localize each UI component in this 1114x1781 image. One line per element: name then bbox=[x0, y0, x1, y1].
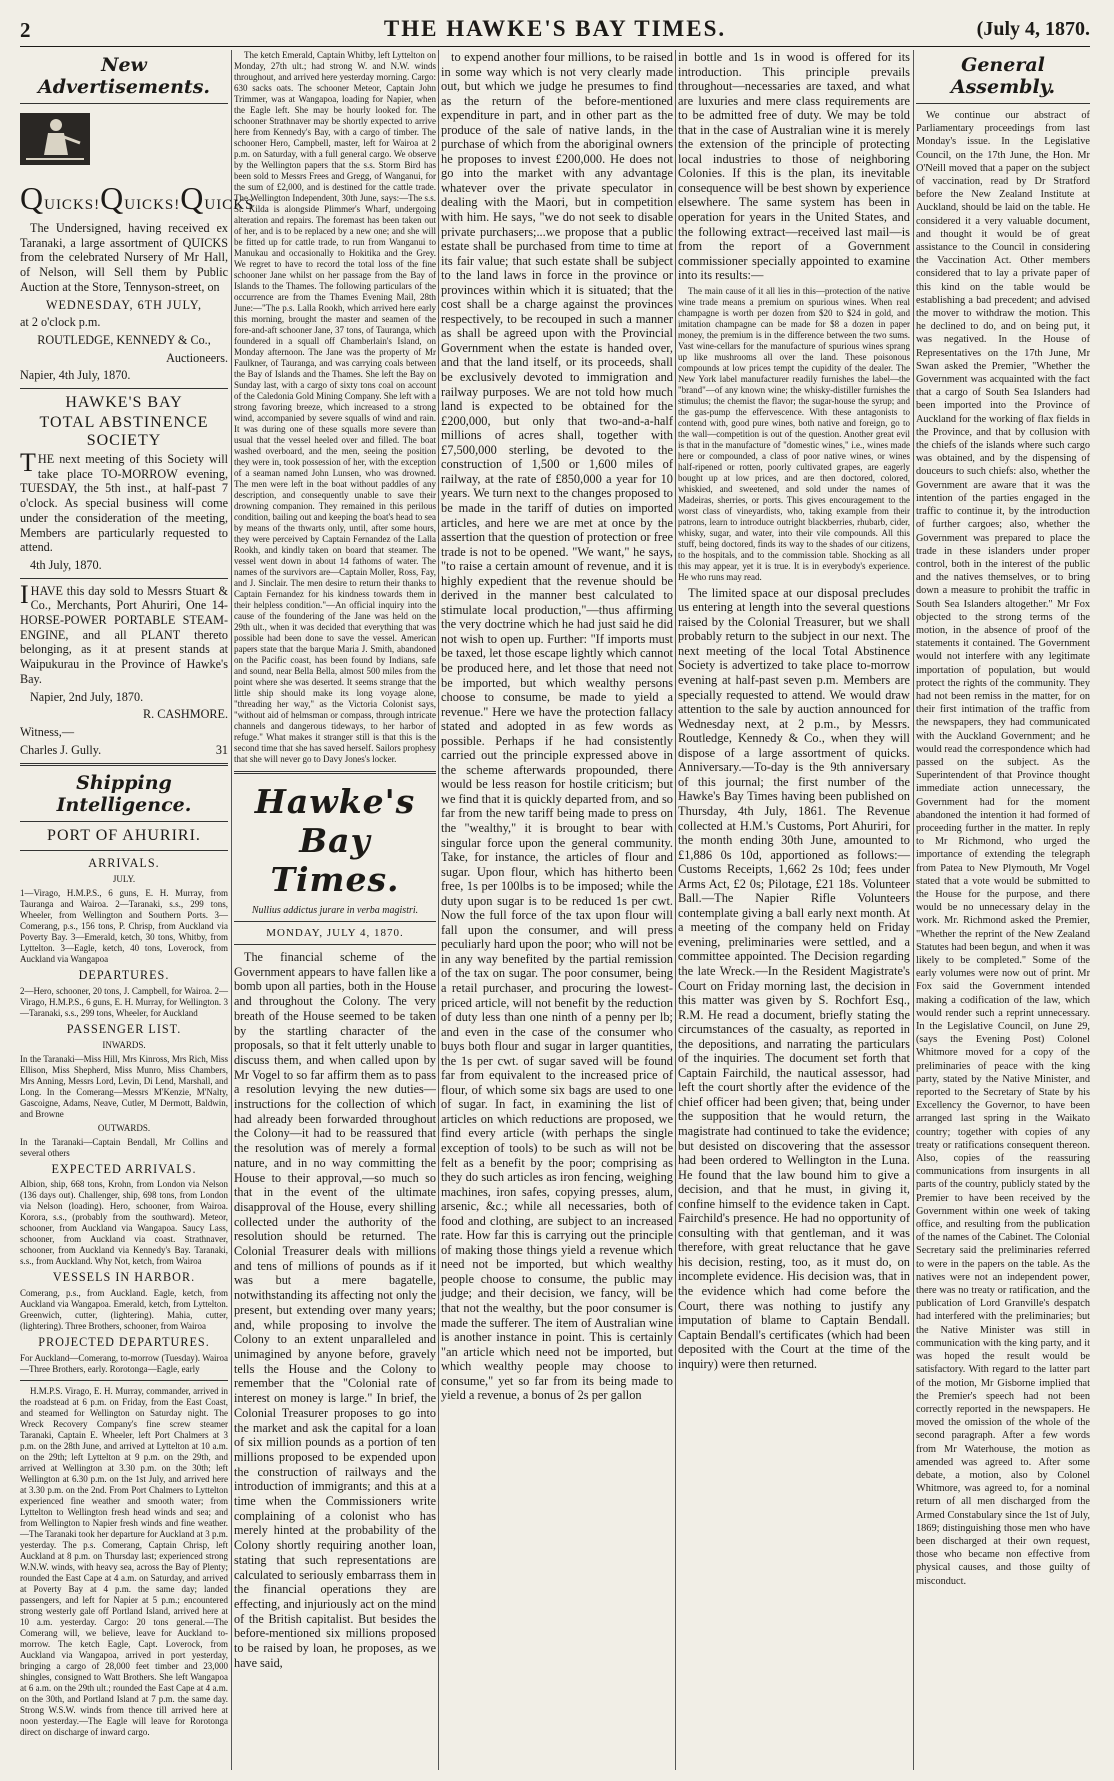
quicks-word: QUICKS! bbox=[100, 180, 181, 216]
projected-list: For Auckland—Comerang, to-morrow (Tuesday). Wairoa—Three Brothers, early. Rorotonga—Eagle, early bbox=[20, 1352, 228, 1374]
column-advertisements bbox=[20, 50, 255, 1770]
outwards-list: In the Taranaki—Captain Bendall, Mr Collins and several others bbox=[20, 1136, 228, 1158]
masthead-motto: Nullius addictus jurare in verba magistri. bbox=[251, 905, 419, 916]
departures-heading: DEPARTURES. bbox=[78, 968, 170, 983]
column-shipping-news bbox=[234, 50, 436, 1770]
departures-list: 2—Hero, schooner, 20 tons, J. Campbell, for Wairoa. 2—Virago, H.M.P.S., 6 guns, E. H. Murray, for Wellington. 3—Taranaki, s.s., 299 tons, Wheeler, for Auckland bbox=[20, 985, 228, 1018]
divider bbox=[20, 388, 228, 389]
sower-woodcut-icon bbox=[20, 113, 90, 165]
column-divider bbox=[675, 50, 676, 1770]
quicks-ad-text: The Undersigned, having received ex Taranaki, a large assortment of QUICKS from the celebrated Nursery of Mr Hall, of Nelson, will Sell them by Public Auction at the Store, Tennyson-street, on bbox=[20, 221, 228, 294]
header-rule bbox=[20, 46, 1090, 47]
quicks-ad-time: at 2 o'clock p.m. bbox=[20, 315, 101, 330]
passenger-heading: PASSENGER LIST. bbox=[66, 1021, 182, 1036]
local-news-text: The limited space at our disposal precludes us entering at length into the several questions raised by the Colonial Treasurer, but we shall probably return to the subject in our next. The next meeting of the local Total Abstinence Society is advertized to take place to-morrow evening at half-past seven p.m. Members are specially requested to attend. We would draw attention to the sale by auction announced for Wednesday next, at 2 p.m., by Messrs. Routledge, Kennedy & Co., when they will dispose of a large assortment of quicks. Anniversary.—To-day is the 9th anniversary of this journal; the first number of the Hawke's Bay Times having been published on Thursday, 4th July, 1861. The Revenue collected at H.M.'s Customs, Port Ahuriri, for the month ending 30th June, amounted to £1,886 0s 10d, apportioned as follows:—Customs Receipts, 1,662 2s 10d; fees under Arms Act, £2 0s; Pilotage, £21 18s. Volunteer Ball.—The Napier Rifle Volunteers contemplate giving a ball early next month. At a meeting of the company held on Friday evening, preliminaries were settled, and a committee appointed. The Decision regarding the late Wreck.—In the Resident Magistrate's Court on Friday morning last, the decision in this matter was given by S. Rochfort Esq., R.M. He read a document, briefly stating the circumstances of the casualty, as reported in the depositions, and narrating the particulars of the inquiries. The document set forth that Captain Fairchild, the nautical assessor, had left the court shortly after the evidence of the chief officer had been given; that, being under the supposition that he would return, the magistrate had continued to take the evidence; but desisted on discovering that the assessor had been ordered to Wellington in the Luna. He found that the law bound him to give a decision, and that he must, in giving it, confine himself to the evidence taken in Capt. Fairchild's presence. He had no opportunity of consulting with that gentleman, and it was therefore, with great reluctance that he gave his decision, resting, too, as it must do, on incomplete evidence. His decision was, that in the evidence which had come before the Court, there was nothing to justify any imputation of blame to Captain Bendall. Captain Bendall's certificates (which had been deposited with the Court at the time of the inquiry) were then returned. bbox=[678, 585, 910, 1371]
projected-heading: PROJECTED DEPARTURES. bbox=[38, 1334, 210, 1349]
harbor-list: Comerang, p.s., from Auckland. Eagle, ketch, from Auckland via Wangapoa. Emerald, ketch, from Lyttelton. Greenwich, cutter, (lightering). Mahia, cutter, (lightering). Three Brothers, schooner, from Wairoa bbox=[20, 1287, 228, 1331]
society-notice-date: 4th July, 1870. bbox=[30, 557, 102, 572]
divider bbox=[20, 763, 228, 766]
divider bbox=[234, 944, 436, 945]
wine-report-extract: The main cause of it all lies in this—protection of the native wine trade means a premium on spurious wines. When real champagne is worth per dozen from $20 to $24 in gold, and imitation champagne can be made for $8 a dozen in paper money, the premium is in the difference between the two sums. Vast wine-cellars for the manufacture of spurious wines sprang up like mushrooms all over the land. These poisonous compounds at low prices tempt the cupidity of the dealer. The New York label manufacturer readily furnishes the label—the "brand"—of any known wine; the whisky-distiller furnishes the stimulus; the chemist the flavor; the sugar-house the syrup; and the gas-pump the effervescence. With these antagonists to contend with, good pure wines, both native and foreign, go to the wall—competition is out of the question. Another great evil is that in the manufacture of "domestic wines," i.e., wines made here or compounded, a class of poor native wines, or wines half-ripened or rotten, poorly cultivated grapes, are eagerly bought up at low prices, and are then doctored, colored, whiskied, and sweetened, and sold under the names of Madeiras, sherries, or ports. This gives encouragement to the worst class of vineyardists, who, taking example from their patrons, learn to introduce outright blackberries, rhubarb, cider, whisky, sugar, and water, into their vile compounds. All this stuff, being doctored, finds its way to the shades of our citizens, to the hospitals, and to the commission table. Shocking as all this may appear, yet it is true. It is in everybody's experience. He who runs may read. bbox=[678, 285, 910, 582]
month-label: JULY. bbox=[112, 874, 136, 885]
assembly-text: We continue our abstract of Parliamentary proceedings from last Monday's issue. In the Legislative Council, on the 17th June, the Hon. Mr O'Neill moved that a paper on the subject of vaccination, read by Dr Stratford before the New Zealand Institute at Auckland, should be laid on the table. He considered it a very valuable document, and thought it would be of great assistance to the Council in considering the Vaccination Act. Other members considered that to lay a private paper of this kind on the table would be establishing a bad precedent; and advised the mover to withdraw the motion. This he declined to do, and on being put, it was negatived. In the House of Representatives on the 17th June, Mr Swan asked the Premier, "Whether the Government was acquainted with the fact that a cargo of South Sea Islanders had been imported into the Province of Auckland for the working of flax fields in the Province, and that by collusion with the chiefs of the islands where such cargo was obtained, and by the dispensing of douceurs to such chiefs: also, whether the Government are aware that it was the intention of the parties engaged in the traffic to continue it, by the introduction of further cargoes; also, whether the Government was prepared to place the trade in these islanders under proper control, both in the interest of the public and the natives themselves, or to bring down a measure to prohibit the traffic in South Sea Islanders altogether." Mr Fox objected to the strong terms of the motion, in the absence of proof of the statements it contained. The Government would not interfere with any legitimate importation of population, but would protect the rights of the community. They had not been remiss in the matter, for on their first intimation of the traffic from the newspapers, they had communicated with the Auckland Government; and he would read the correspondence which had passed on the subject. As the Superintendent of that Province thought immediate action unnecessary, the Government had for the moment abandoned the intention it had formed of proceeding further in the matter. In reply to Mr Richmond, who urged the importance of extending the telegraph from Patea to New Plymouth, Mr Vogel stated that a vote would be submitted to the House for the purpose, and there would be no unnecessary delay in the work. Mr. Richmond asked the Premier, "Whether the reprint of the New Zealand Statutes had been begun, and when it was likely to be completed." Some of the early volumes were now out of print. Mr Fox said the Government intended making a codification of the law, which would render such a reprint unnecessary. In the Legislative Council, on June 29, (says the Evening Post) Colonel Whitmore moved for a copy of the preliminaries of peace with the king party, stated by the Native Minister, and reported to the Secretary of State by his Excellency the Governor, to have been arranged last spring in the Waikato country; together with copies of any treaty or ratifications consequent thereon. Also, copies of the reassuring communications from insurgents in all parts of the country, publicly stated by the Premier to have been received by the Government within one week of taking office, and resulting from the publication of the names of the Cabinet. The Colonial Secretary said the preliminaries referred to were in the papers on the table. As the natives were not an independent power, there was no treaty or ratification, and the publication of Lord Granville's despatch had interfered with the preliminaries; but the Native Minister was still in communication with the king party, and it was hoped the result would be satisfactory. With regard to the latter part of the motion, Mr Gisborne implied that the Premier's speech had not been correctly reported in the newspapers. He moved the omission of the whole of the second paragraph. After a few words from Mr Waterhouse, the motion as amended was agreed to. After some debate, a motion, also by Colonel Whitmore, was agreed to, for a nominal return of all men discharged from the Armed Constabulary since the 1st of July, 1869; distinguishing those men who have been discharged at their own request, those who became non effective from physical causes, and those guilty of misconduct. bbox=[916, 110, 1090, 1587]
auctioneer-role: Auctioneers. bbox=[166, 350, 228, 365]
quicks-word: QUICKS bbox=[180, 180, 255, 216]
column-local-news bbox=[678, 50, 910, 1770]
editorial-text: The financial scheme of the Government appears to have fallen like a bomb upon all parties, both in the House and throughout the Colony. The very breath of the House seemed to be taken by the startling character of the proposals, so that it felt utterly unable to discuss them, and when called upon by Mr Vogel to so far affirm them as to pass a resolution levying the new duties—instructions for the collection of which had already been forwarded throughout the Colony—it had to be reassured that the resolution was of merely a formal nature, and in no way committing the House to their approval,—so much so that in the event of the ultimate disapproval of the House, every shilling collected under the authority of the resolution should be returned. The Colonial Treasurer deals with millions and tens of millions of pounds as if it was but a mere bagatelle, notwithstanding its affecting not only the present, but extending over many years; and, while proposing to involve the Colony to an extent unparalleled and unimagined by anyone before, gravely tells the House and the Colony to remember that the "Colonial rate of interest on money is large." In brief, the Colonial Treasurer proposes to go into the market and ask the capital for a loan of six million pounds as a portion of ten millions proposed to be expended upon the construction of railways and the introduction of immigrants; and this at a time when the Commissioners write complaining of a colonist who has merely hinted at the probability of the Colony shortly requiring another loan, stating that such representations are calculated to seriously embarrass them in the financial operations they are effecting, and injuriously act on the mind of the British capitalist. But besides the before-mentioned six millions proposed to be raised by loan, he proposes, as we have said, bbox=[234, 950, 436, 1670]
inwards-list: In the Taranaki—Miss Hill, Mrs Kinross, Mrs Rich, Miss Ellison, Miss Shepherd, Miss Munro, Miss Chambers, Mrs Anning, Messrs Lord, Levin, Di Lend, Marshall, and Long. In the Comerang—Messrs M'Kenzie, M'Nalty, Gascoigne, Adams, Neave, Cutler, M Dermott, Baldwin, and Browne bbox=[20, 1053, 228, 1119]
expected-heading: EXPECTED ARRIVALS. bbox=[51, 1161, 197, 1176]
arrivals-heading: ARRIVALS. bbox=[88, 856, 160, 871]
section-heading-shipping: Shipping Intelligence. bbox=[56, 772, 192, 817]
divider bbox=[916, 103, 1090, 104]
witness-name: Charles J. Gully. bbox=[20, 742, 102, 757]
page-number: 2 bbox=[20, 18, 31, 42]
newspaper-title: THE HAWKE'S BAY TIMES. bbox=[383, 16, 727, 41]
expected-list: Albion, ship, 668 tons, Krohn, from London via Nelson (136 days out). Challenger, ship, 698 tons, from London via Nelson (loading). Hero, schooner, from Wairoa. Korora, s.s., (probably from the southward). Meteor, schooner, from Auckland via Wangapoa. Saucy Lass, schooner, from Auckland via coast. Strathnaver, schooner, from Auckland via Kennedy's Bay. Taranaki, s.s., from Auckland. Why Not, ketch, from Wairoa bbox=[20, 1179, 228, 1267]
ad-number: 31 bbox=[215, 742, 228, 757]
port-heading: PORT OF AHURIRI. bbox=[47, 827, 201, 845]
column-divider bbox=[231, 50, 232, 1770]
masthead: Hawke's Bay Times. bbox=[254, 782, 416, 899]
sale-notice-signature: R. CASHMORE. bbox=[143, 707, 228, 722]
quicks-word: QUICKS! bbox=[20, 180, 101, 216]
inwards-heading: INWARDS. bbox=[102, 1039, 146, 1050]
divider bbox=[20, 850, 228, 851]
editorial-dateline: MONDAY, JULY 4, 1870. bbox=[266, 927, 404, 939]
column-general-assembly bbox=[916, 50, 1090, 1770]
harbor-heading: VESSELS IN HARBOR. bbox=[52, 1270, 196, 1285]
section-heading-advertisements: New Advertisements. bbox=[37, 54, 211, 98]
shipping-news-text: H.M.P.S. Virago, E. H. Murray, commander, arrived in the roadstead at 6 p.m. on Friday, from the East Coast, and steamed for Wellington on Saturday night. The Wreck Recovery Company's fine screw steamer Taranaki, Captain E. Wheeler, left Port Chalmers at 3 p.m. on the 28th June, and arrived at Lyttelton at 10 a.m. on the 29th; left Lyttelton at 9 p.m. on the 29th, and arrived at Wellington at 3.30 p.m. on the 30th; left Wellington at 6.30 p.m. on the 1st July, and arrived here at 3.30 p.m. on the 2nd. From Port Chalmers to Lyttelton experienced fine weather and smooth water; from Lyttelton to Wellington fresh head winds and sea; and from Wellington to Napier fresh winds and fine weather.—The Taranaki took her departure for Auckland at 3 p.m. yesterday. The p.s. Comerang, Captain Chrisp, left Auckland at 8 p.m. on Thursday last; experienced strong W.N.W. winds, with heavy sea, across the Bay of Plenty; rounded the East Cape at 4 a.m. on Saturday, and arrived at Poverty Bay at 4 p.m. the same day; landed passengers, and left for Napier at 5 p.m.; encountered strong westerly gale off Portland Island, arrived here at 10 a.m. yesterday. Cargo: 20 tons general.—The Comerang will, we believe, leave for Auckland to-morrow. The ketch Eagle, Capt. Loverock, from Auckland via Wangapoa, arrived in port yesterday, bringing a cargo of 28,000 feet timber and 23,000 shingles, consigned to Watt Brothers. She left Wangapoa at 6 a.m. on the 29th ult.; rounded the East Cape at 4 a.m. on the 30th, and Portland Island at 7 p.m. the same day. Strong W.S.W. winds from thence till arrived here at noon yesterday.—The Eagle will leave for Rorotonga direct on discharge of inward cargo. bbox=[20, 1385, 228, 1737]
editorial-continued: to expend another four millions, to be raised in some way which is not very clearly made out, but which we judge he presumes to find as the return of the before-mentioned expenditure in part, and in other part as the produce of the sale of native lands, in the purchase of which from the aboriginal owners he proposes to invest £200,000. He does not go into the market with any advantage whatever over the private speculator in dealing with the Maori, but in competition with him. He says, "we do not seek to disable private purchasers;...we propose that a public estate shall be purchased from time to time at its fair value; that such estate shall be subject to the land laws in force in the province or provinces within which it is situated; that the cost shall be a charge against the provinces respectively, to be recouped in such a manner as shall be agreed upon with the Provincial Government when the estate is handed over, and that the land itself, or its proceeds, shall be exclusively devoted to immigration and railway purposes. We are not told how much land is expected to be obtained for the £200,000, but only that two-and-a-half millions of acres shall, together with £7,500,000 sterling, be devoted to the construction of 1,500 or 1,600 miles of railway, at the rate of £850,000 a year for 10 years. We turn next to the changes proposed to be made in the tariff of duties on imported articles, and here we are met at once by the assertion that the question of protection or free trade is not to be opened. "We want," he says, "to raise a certain amount of revenue, and it is highly expedient that the revenue should be derived in the manner best calculated to stimulate local production,"—thus affirming the very doctrine which he had just said he did not wish to open up. Further: "If imports must be taxed, let those escape lightly which cannot be produced here, and let those that need not be imported, but which wealthy persons choose to consume, be made to yield a revenue." Here we have the protection fallacy stated and adopted in as few words as possible. Perhaps if he had consistently carried out the principle expressed above in the scheme afterwards propounded, there would be less reason for hostile criticism; but we find that it is quickly departed from, and so far from the new tariff being made to press on the "wealthy," it is brought to bear with singular force upon the general community. Take, for instance, the articles of flour and sugar. Upon flour, which has hitherto been free, 1s per 100lbs is to be imposed; while the duty upon sugar is to be reduced 1s per cwt. Now the full force of the tax upon flour will fall upon the consumer, and will press peculiarly hard upon the poor; who will not be in any way benefited by the partial remission of the tax on sugar. The poor consumer, being a retail purchaser, and procuring the lowest-priced article, will not benefit by the reduction of duty less than one ninth of a penny per lb; and even in the case of the consumer who buys both flour and sugar in larger quantities, the 1s per cwt. of sugar saved will be found far from equivalent to the increased price of flour, of which some six bags are used to one of sugar. In fact, in examining the list of articles on which reductions are proposed, we find every article (with perhaps the single exception of tools) to be such as will not be felt as a benefit by the poor; comprising as they do such articles as iron fencing, weighing machines, iron safes, copying presses, alum, arsenic, &c.; while all necessaries, both of food and clothing, are subject to an increased rate. How far this is carrying out the principle of making those things yield a revenue which need not be imported, but which wealthy people choose to consume, the public may judge; and their decision, we fancy, will be that not the wealthy, but the poor consumer is made the sufferer. The item of Australian wine is another instance in point. This is certainly "an article which need not be imported, but which wealthy people may choose to consume," yet so far from its being made to yield a revenue, a bonus of 2s per gallon bbox=[441, 50, 673, 1403]
sale-notice-text: IHAVE this day sold to Messrs Stuart & Co., Merchants, Port Ahuriri, One 14-HORSE-POWER PORTABLE STEAM-ENGINE, and all PLANT thereto belonging, as it at present stands at Waipukurau in the Province of Hawke's Bay. bbox=[20, 579, 228, 686]
section-heading-general-assembly: General Assembly. bbox=[950, 54, 1056, 98]
arrivals-list: 1—Virago, H.M.P.S., 6 guns, E. H. Murray, from Tauranga and Wairoa. 2—Taranaki, s.s., 299 tons, Wheeler, from Wellington and Southern Ports. 3—Comerang, p.s., 156 tons, P. Chrisp, from Auckland via Poverty Bay. 3—Emerald, ketch, 30 tons, Whitby, from Lyttelton. 3—Eagle, ketch, 40 tons, Loverock, from Auckland via Wangapoa bbox=[20, 888, 228, 965]
divider bbox=[20, 103, 228, 104]
witness-line bbox=[20, 743, 228, 758]
issue-date: (July 4, 1870. bbox=[976, 18, 1090, 40]
divider bbox=[234, 771, 436, 774]
column-editorial bbox=[441, 50, 673, 1770]
sale-notice-date: Napier, 2nd July, 1870. bbox=[30, 689, 144, 704]
column-divider bbox=[438, 50, 439, 1770]
society-name: HAWKE'S BAY bbox=[65, 394, 183, 412]
divider bbox=[20, 578, 228, 579]
quicks-banner bbox=[20, 180, 255, 217]
outwards-heading: OUTWARDS. bbox=[97, 1122, 151, 1133]
editorial-conclusion: in bottle and 1s in wood is offered for its introduction. This principle prevails throughout—necessaries are taxed, and what are luxuries and mere class requirements are to be admitted free of duty. We may be told that in the case of Australian wine it is merely the extension of the principle of protecting local industries to those of neighboring Colonies. If this is the plan, its inevitable consequence will be best shown by experience elsewhere. The same system has been in operation for years in the United States, and the following extract—received last mail—is from the report of a Government commissioner specially appointed to examine into its results:— bbox=[678, 50, 910, 283]
quicks-ad-day: WEDNESDAY, 6TH JULY, bbox=[45, 297, 202, 312]
quicks-ad-date: Napier, 4th July, 1870. bbox=[20, 368, 131, 383]
auctioneer-name: ROUTLEDGE, KENNEDY & Co., bbox=[37, 332, 211, 347]
society-name-2: TOTAL ABSTINENCE SOCIETY bbox=[39, 414, 209, 450]
divider bbox=[20, 821, 228, 822]
witness-label: Witness,— bbox=[20, 724, 75, 739]
divider bbox=[234, 921, 436, 922]
shipping-news-continued: The ketch Emerald, Captain Whitby, left Lyttelton on Monday, 27th ult.; had strong W. and N.W. winds throughout, and arrived here yesterday morning. Cargo: 630 sacks oats. The schooner Meteor, Captain John Trimmer, was at Wangapoa, loading for Napier, when the Eagle left. She may be hourly looked for. The schooner Strathnaver may be shortly expected to arrive here from Kennedy's Bay, with a cargo of timber. The schooner Hero, Campbell, master, left for Wairoa at 2 p.m. on Saturday, with a full general cargo. We observe by the Wellington papers that the s.s. Storm Bird has been sold to Messrs Frees and Gregg, of Wanganui, for the sum of £2,000, and is destined for the cattle trade. The Wellington Independent, 30th June, says:—The s.s. St. Kilda is alongside Plimmer's Wharf, undergoing alteration and repairs. The foremast has been taken out of her, and is to be replaced by a new one; and she will be fitted up for cattle trade, to run from Wanganui to Manukau and occasionally to Hokitika and the Grey. We regret to have to record the total loss of the fine schooner Jane whilst on her passage from the Bay of Islands to the Thames. The following particulars of the occurrence are from the Thames Evening Mail, 28th June:—"The p.s. Lalla Rookh, which arrived here early this morning, brought the master and seamen of the fore-and-aft schooner Jane, 37 tons, of Tauranga, which foundered in a squall off Chamberlain's Island, on Monday afternoon. The Jane was the property of Mr Faulkner, of Tauranga, and was carrying coals between the Bay of Islands and the Thames. She left the Bay on Sunday last, with a cargo of sixty tons coal on account of the Caledonia Gold Mining Company. She left with a strong favoring breeze, which increased to a strong wind, accompanied by severe squalls of wind and rain. It was during one of these squalls more severe than usual that the vessel heeled over and filled. The boat washed overboard, and the men, seeing the position they were in, took possession of her, with the exception of a seaman named John Lunsen, who was drowned. The men were left in the boat without paddles of any description, and consequently unable to save their drowning companion. They remained in this perilous condition, bailing out and keeping the boat's head to sea by means of the thwarts only, until, after some hours, they were perceived by Captain Fernandez of the Lalla Rookh, and kindly taken on board that steamer. The vessel went down in about 14 fathoms of water. The names of the survivors are—Captain Moller, Ross, Fay, and J. Sinclair. The men desire to return their thanks to Captain Fernandez for his kindness towards them in their helpless condition."—An official inquiry into the cause of the foundering of the Jane was held on the 29th ult., when it was decided that everything that was possible had been done to save the vessel. American papers state that the barque Maria J. Smith, abandoned on the Pacific coast, has been found by Indians, safe and sound, near Bella Bella, almost 500 miles from the point where she was deserted. It seems strange that the little ship should make its long voyage alone, "threading her way," as the Victoria Colonist says, "without aid of helmsman or compass, through intricate channels and dangerous tideways, to her harbor of refuge." What makes it stranger still is that this is the second time that she has saved herself. Sailors prophesy that she will never go to Davy Jones's locker. bbox=[234, 50, 436, 764]
society-notice-text: THE next meeting of this Society will take place TO-MORROW evening, TUESDAY, the 5th inst., at half-past 7 o'clock. As special business will come under the consideration of the meeting, Members are particularly requested to attend. bbox=[20, 448, 228, 555]
divider bbox=[20, 1380, 228, 1381]
column-divider bbox=[913, 50, 914, 1770]
page-header bbox=[20, 14, 1090, 44]
